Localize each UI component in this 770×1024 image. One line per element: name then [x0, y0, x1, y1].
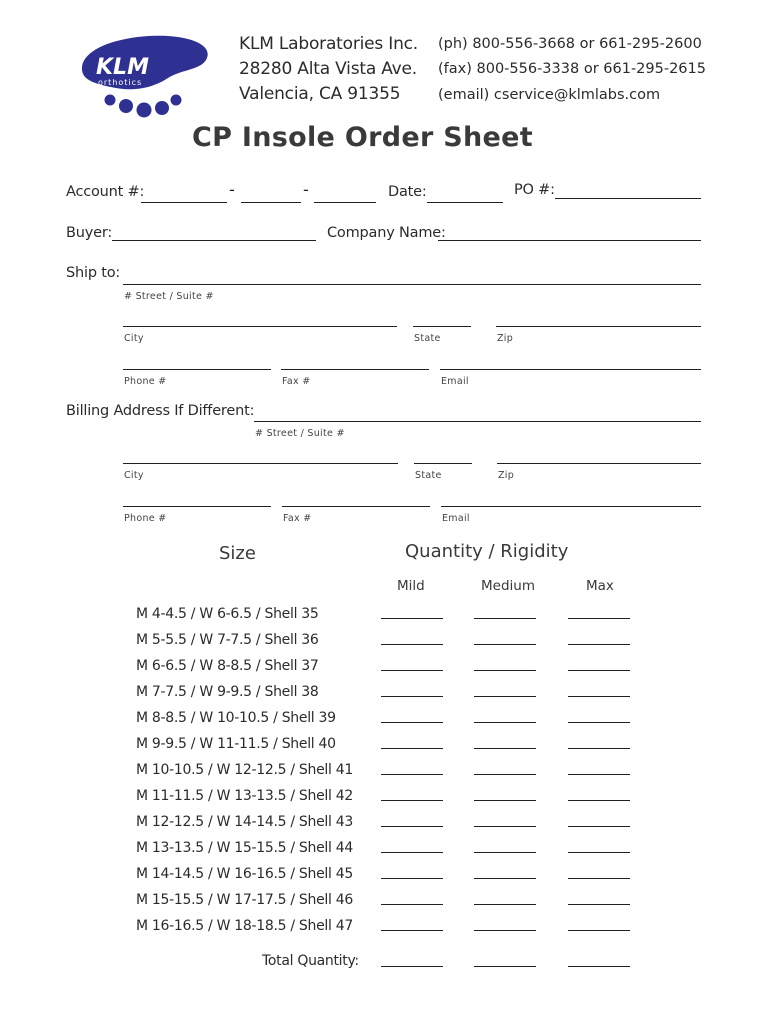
- qty-field-max[interactable]: [568, 774, 630, 775]
- qty-field-max[interactable]: [568, 696, 630, 697]
- buyer-field[interactable]: [112, 240, 316, 241]
- qty-field-mild[interactable]: [381, 722, 443, 723]
- qty-field-max[interactable]: [568, 670, 630, 671]
- ship-fax-label: Fax #: [282, 376, 311, 387]
- billing-label: Billing Address If Different:: [66, 403, 255, 419]
- col-mild: Mild: [397, 578, 425, 594]
- size-row-label: M 11-11.5 / W 13-13.5 / Shell 42: [136, 788, 353, 804]
- qty-field-max[interactable]: [568, 644, 630, 645]
- size-row-label: M 9-9.5 / W 11-11.5 / Shell 40: [136, 736, 336, 752]
- ship-email-label: Email: [441, 376, 469, 387]
- qty-field-mild[interactable]: [381, 618, 443, 619]
- qty-field-max[interactable]: [568, 878, 630, 879]
- ship-zip-label: Zip: [497, 333, 514, 344]
- po-field[interactable]: [555, 198, 701, 199]
- qty-field-mild[interactable]: [381, 930, 443, 931]
- account-field-3[interactable]: [314, 202, 376, 203]
- account-field-1[interactable]: [141, 202, 227, 203]
- billing-state-label: State: [415, 470, 442, 481]
- contact-fax: (fax) 800-556-3338 or 661-295-2615: [438, 61, 706, 77]
- col-medium: Medium: [481, 578, 535, 594]
- billing-email-field[interactable]: [441, 506, 701, 507]
- contact-email: (email) cservice@klmlabs.com: [438, 87, 661, 103]
- ship-to-label: Ship to:: [66, 265, 121, 281]
- qty-field-mild[interactable]: [381, 800, 443, 801]
- col-max: Max: [586, 578, 614, 594]
- logo-text: KLM: [96, 55, 149, 80]
- qty-field-medium[interactable]: [474, 800, 536, 801]
- ship-email-field[interactable]: [440, 369, 701, 370]
- size-row-label: M 14-14.5 / W 16-16.5 / Shell 45: [136, 866, 353, 882]
- billing-city-label: City: [124, 470, 144, 481]
- page-title: CP Insole Order Sheet: [192, 122, 533, 153]
- size-row-label: M 13-13.5 / W 15-15.5 / Shell 44: [136, 840, 353, 856]
- qty-field-max[interactable]: [568, 618, 630, 619]
- qty-field-mild[interactable]: [381, 904, 443, 905]
- billing-zip-field[interactable]: [497, 463, 701, 464]
- qty-field-medium[interactable]: [474, 722, 536, 723]
- billing-phone-label: Phone #: [124, 513, 167, 524]
- buyer-label: Buyer:: [66, 225, 113, 241]
- ship-city-label: City: [124, 333, 144, 344]
- qty-field-max[interactable]: [568, 826, 630, 827]
- company-street: 28280 Alta Vista Ave.: [239, 59, 418, 79]
- qty-field-medium[interactable]: [474, 904, 536, 905]
- billing-fax-label: Fax #: [283, 513, 312, 524]
- qty-field-mild[interactable]: [381, 774, 443, 775]
- qty-field-max[interactable]: [568, 930, 630, 931]
- billing-street-field[interactable]: [254, 421, 701, 422]
- company-city: Valencia, CA 91355: [239, 84, 401, 104]
- billing-street-label: # Street / Suite #: [255, 428, 345, 439]
- size-row-label: M 15-15.5 / W 17-17.5 / Shell 46: [136, 892, 353, 908]
- qty-field-medium[interactable]: [474, 618, 536, 619]
- ship-state-label: State: [414, 333, 441, 344]
- logo-toe-dot: [171, 95, 182, 106]
- po-label: PO #:: [514, 182, 555, 198]
- qty-field-max[interactable]: [568, 722, 630, 723]
- qty-field-medium[interactable]: [474, 774, 536, 775]
- qty-field-mild[interactable]: [381, 852, 443, 853]
- logo-subtext: orthotics: [98, 78, 143, 87]
- ship-street-field[interactable]: [123, 284, 701, 285]
- ship-phone-field[interactable]: [123, 369, 271, 370]
- ship-city-field[interactable]: [123, 326, 397, 327]
- qty-field-mild[interactable]: [381, 748, 443, 749]
- account-dash: -: [229, 180, 235, 199]
- ship-phone-label: Phone #: [124, 376, 167, 387]
- ship-street-label: # Street / Suite #: [124, 291, 214, 302]
- qty-field-max[interactable]: [568, 852, 630, 853]
- billing-city-field[interactable]: [123, 463, 398, 464]
- qty-field-medium[interactable]: [474, 696, 536, 697]
- size-row-label: M 6-6.5 / W 8-8.5 / Shell 37: [136, 658, 319, 674]
- account-label: Account #:: [66, 184, 145, 200]
- logo-toe-dot: [155, 101, 169, 115]
- ship-state-field[interactable]: [413, 326, 471, 327]
- qty-field-mild[interactable]: [381, 878, 443, 879]
- ship-zip-field[interactable]: [496, 326, 701, 327]
- size-row-label: M 5-5.5 / W 7-7.5 / Shell 36: [136, 632, 319, 648]
- size-row-label: M 12-12.5 / W 14-14.5 / Shell 43: [136, 814, 353, 830]
- qty-field-medium[interactable]: [474, 930, 536, 931]
- qty-field-mild[interactable]: [381, 644, 443, 645]
- size-row-label: M 8-8.5 / W 10-10.5 / Shell 39: [136, 710, 336, 726]
- qty-field-medium[interactable]: [474, 826, 536, 827]
- company-field[interactable]: [438, 240, 701, 241]
- size-row-label: M 16-16.5 / W 18-18.5 / Shell 47: [136, 918, 353, 934]
- contact-phone: (ph) 800-556-3668 or 661-295-2600: [438, 36, 702, 52]
- size-row-label: M 7-7.5 / W 9-9.5 / Shell 38: [136, 684, 319, 700]
- qty-field-max[interactable]: [568, 904, 630, 905]
- company-label: Company Name:: [327, 225, 446, 241]
- total-mild-field[interactable]: [381, 966, 443, 967]
- billing-fax-field[interactable]: [282, 506, 430, 507]
- qty-field-mild[interactable]: [381, 670, 443, 671]
- qty-field-medium[interactable]: [474, 644, 536, 645]
- date-label: Date:: [388, 184, 427, 200]
- size-row-label: M 10-10.5 / W 12-12.5 / Shell 41: [136, 762, 353, 778]
- quantity-heading: Quantity / Rigidity: [405, 541, 569, 562]
- logo-toe-dot: [105, 95, 116, 106]
- total-quantity-label: Total Quantity:: [262, 953, 359, 969]
- billing-zip-label: Zip: [498, 470, 515, 481]
- qty-field-medium[interactable]: [474, 748, 536, 749]
- logo-toe-dot: [119, 99, 133, 113]
- total-medium-field[interactable]: [474, 966, 536, 967]
- billing-phone-field[interactable]: [123, 506, 271, 507]
- billing-state-field[interactable]: [414, 463, 472, 464]
- qty-field-max[interactable]: [568, 800, 630, 801]
- size-heading: Size: [219, 543, 256, 564]
- billing-email-label: Email: [442, 513, 470, 524]
- qty-field-medium[interactable]: [474, 670, 536, 671]
- klm-logo: [68, 30, 218, 122]
- qty-field-mild[interactable]: [381, 696, 443, 697]
- total-max-field[interactable]: [568, 966, 630, 967]
- size-row-label: M 4-4.5 / W 6-6.5 / Shell 35: [136, 606, 319, 622]
- account-dash: -: [303, 180, 309, 199]
- qty-field-medium[interactable]: [474, 878, 536, 879]
- logo-toe-dot: [137, 103, 152, 118]
- account-field-2[interactable]: [241, 202, 301, 203]
- date-field[interactable]: [427, 202, 503, 203]
- ship-fax-field[interactable]: [281, 369, 429, 370]
- qty-field-medium[interactable]: [474, 852, 536, 853]
- qty-field-mild[interactable]: [381, 826, 443, 827]
- company-name: KLM Laboratories Inc.: [239, 34, 419, 54]
- qty-field-max[interactable]: [568, 748, 630, 749]
